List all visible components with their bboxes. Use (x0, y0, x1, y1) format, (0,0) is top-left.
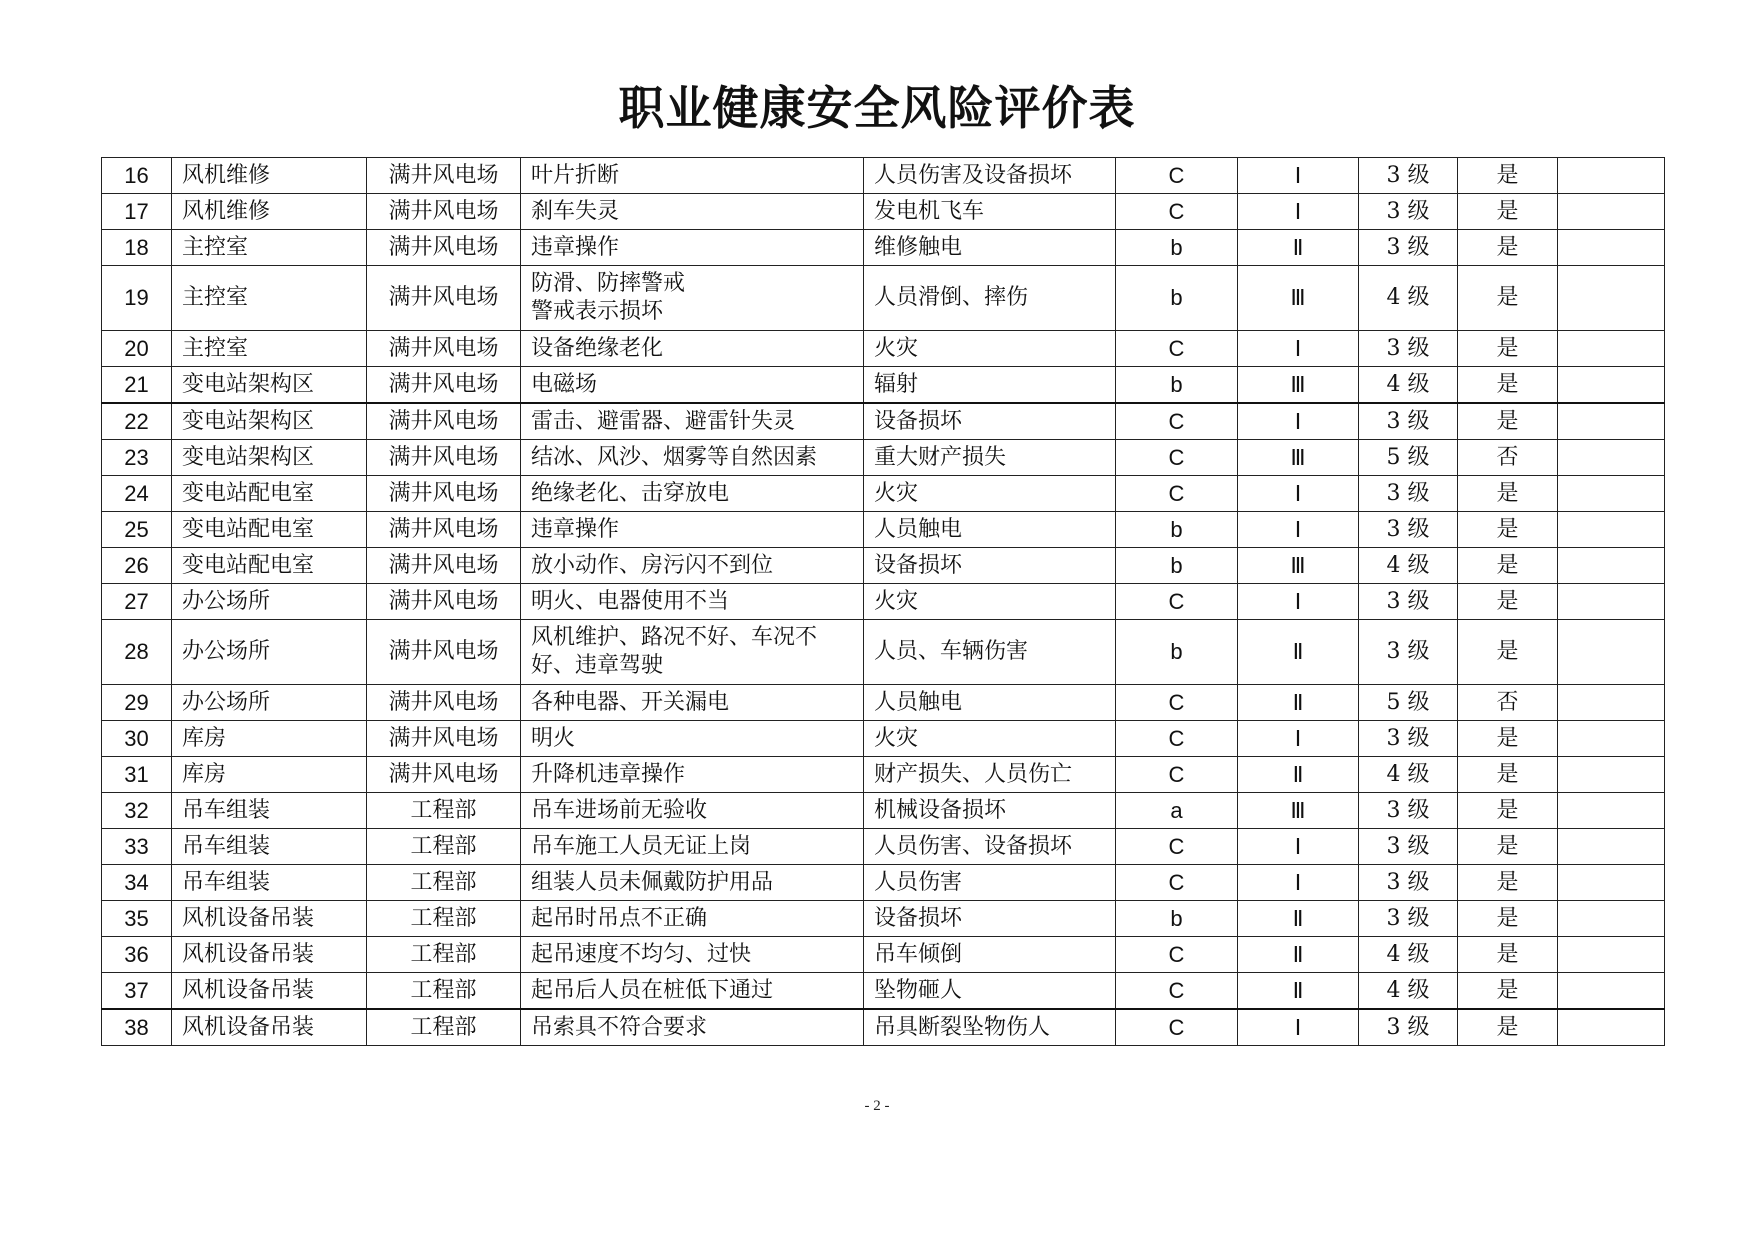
hazard-cell: 明火、电器使用不当 (521, 584, 864, 620)
table-row (102, 1009, 1665, 1046)
consequence-cell: 设备损坏 (864, 548, 1116, 584)
activity-cell: 吊车组装 (172, 793, 367, 829)
location-cell: 工程部 (367, 1009, 521, 1046)
acceptable-cell: 是 (1458, 973, 1558, 1010)
severity-class-cell: Ⅰ (1238, 158, 1359, 194)
consequence-cell: 火灾 (864, 476, 1116, 512)
row-number-cell: 37 (102, 973, 172, 1010)
likelihood-level-cell: C (1116, 973, 1238, 1010)
hazard-cell: 刹车失灵 (521, 194, 864, 230)
location-cell: 满井风电场 (367, 331, 521, 367)
likelihood-level-cell: C (1116, 829, 1238, 865)
table-row (102, 194, 1665, 230)
likelihood-level-cell: b (1116, 367, 1238, 404)
row-number-cell: 32 (102, 793, 172, 829)
severity-class-cell: Ⅱ (1238, 230, 1359, 266)
likelihood-level-cell: b (1116, 512, 1238, 548)
severity-class-cell: Ⅰ (1238, 865, 1359, 901)
severity-class-cell: Ⅱ (1238, 973, 1359, 1010)
remark-cell (1558, 440, 1665, 476)
remark-cell (1558, 620, 1665, 685)
hazard-cell: 违章操作 (521, 512, 864, 548)
hazard-cell: 吊车进场前无验收 (521, 793, 864, 829)
risk-grade-cell: 5 级 (1359, 440, 1458, 476)
table-row (102, 793, 1665, 829)
activity-cell: 变电站配电室 (172, 548, 367, 584)
remark-cell (1558, 266, 1665, 331)
remark-cell (1558, 158, 1665, 194)
risk-grade-cell: 4 级 (1359, 757, 1458, 793)
risk-grade-cell: 3 级 (1359, 1009, 1458, 1046)
acceptable-cell: 是 (1458, 266, 1558, 331)
row-number-cell: 29 (102, 685, 172, 721)
consequence-cell: 坠物砸人 (864, 973, 1116, 1010)
hazard-cell: 起吊时吊点不正确 (521, 901, 864, 937)
risk-grade-cell: 3 级 (1359, 194, 1458, 230)
hazard-cell: 起吊后人员在桩低下通过 (521, 973, 864, 1010)
table-row (102, 865, 1665, 901)
location-cell: 满井风电场 (367, 757, 521, 793)
location-cell: 满井风电场 (367, 158, 521, 194)
hazard-cell: 组装人员未佩戴防护用品 (521, 865, 864, 901)
remark-cell (1558, 584, 1665, 620)
table-row (102, 721, 1665, 757)
likelihood-level-cell: a (1116, 793, 1238, 829)
remark-cell (1558, 194, 1665, 230)
risk-grade-cell: 4 级 (1359, 548, 1458, 584)
consequence-cell: 发电机飞车 (864, 194, 1116, 230)
row-number-cell: 33 (102, 829, 172, 865)
severity-class-cell: Ⅱ (1238, 901, 1359, 937)
activity-cell: 主控室 (172, 230, 367, 266)
remark-cell (1558, 901, 1665, 937)
likelihood-level-cell: C (1116, 721, 1238, 757)
activity-cell: 吊车组装 (172, 829, 367, 865)
severity-class-cell: Ⅰ (1238, 584, 1359, 620)
severity-class-cell: Ⅰ (1238, 829, 1359, 865)
table-row (102, 901, 1665, 937)
hazard-cell: 风机维护、路况不好、车况不好、违章驾驶 (521, 620, 864, 685)
hazard-cell: 设备绝缘老化 (521, 331, 864, 367)
row-number-cell: 30 (102, 721, 172, 757)
likelihood-level-cell: b (1116, 230, 1238, 266)
table-row (102, 440, 1665, 476)
acceptable-cell: 是 (1458, 367, 1558, 404)
acceptable-cell: 是 (1458, 757, 1558, 793)
location-cell: 满井风电场 (367, 476, 521, 512)
activity-cell: 主控室 (172, 331, 367, 367)
hazard-cell: 升降机违章操作 (521, 757, 864, 793)
risk-grade-cell: 3 级 (1359, 901, 1458, 937)
severity-class-cell: Ⅰ (1238, 403, 1359, 440)
acceptable-cell: 是 (1458, 1009, 1558, 1046)
consequence-cell: 人员伤害及设备损坏 (864, 158, 1116, 194)
table-row (102, 476, 1665, 512)
remark-cell (1558, 476, 1665, 512)
remark-cell (1558, 721, 1665, 757)
consequence-cell: 人员触电 (864, 512, 1116, 548)
location-cell: 满井风电场 (367, 685, 521, 721)
likelihood-level-cell: C (1116, 584, 1238, 620)
acceptable-cell: 是 (1458, 584, 1558, 620)
location-cell: 工程部 (367, 901, 521, 937)
acceptable-cell: 是 (1458, 230, 1558, 266)
acceptable-cell: 是 (1458, 721, 1558, 757)
likelihood-level-cell: C (1116, 158, 1238, 194)
risk-grade-cell: 3 级 (1359, 829, 1458, 865)
remark-cell (1558, 403, 1665, 440)
location-cell: 满井风电场 (367, 266, 521, 331)
remark-cell (1558, 1009, 1665, 1046)
acceptable-cell: 是 (1458, 403, 1558, 440)
row-number-cell: 18 (102, 230, 172, 266)
activity-cell: 风机设备吊装 (172, 937, 367, 973)
acceptable-cell: 是 (1458, 937, 1558, 973)
risk-grade-cell: 3 级 (1359, 584, 1458, 620)
hazard-cell: 放小动作、房污闪不到位 (521, 548, 864, 584)
activity-cell: 风机设备吊装 (172, 901, 367, 937)
acceptable-cell: 是 (1458, 331, 1558, 367)
consequence-cell: 人员伤害、设备损坏 (864, 829, 1116, 865)
location-cell: 工程部 (367, 973, 521, 1010)
acceptable-cell: 是 (1458, 901, 1558, 937)
row-number-cell: 21 (102, 367, 172, 404)
likelihood-level-cell: b (1116, 901, 1238, 937)
risk-grade-cell: 3 级 (1359, 331, 1458, 367)
risk-grade-cell: 3 级 (1359, 721, 1458, 757)
location-cell: 满井风电场 (367, 721, 521, 757)
risk-grade-cell: 3 级 (1359, 476, 1458, 512)
severity-class-cell: Ⅰ (1238, 1009, 1359, 1046)
row-number-cell: 38 (102, 1009, 172, 1046)
activity-cell: 变电站配电室 (172, 476, 367, 512)
consequence-cell: 人员滑倒、摔伤 (864, 266, 1116, 331)
consequence-cell: 设备损坏 (864, 403, 1116, 440)
acceptable-cell: 是 (1458, 476, 1558, 512)
activity-cell: 库房 (172, 721, 367, 757)
consequence-cell: 火灾 (864, 331, 1116, 367)
table-row (102, 230, 1665, 266)
likelihood-level-cell: C (1116, 865, 1238, 901)
location-cell: 满井风电场 (367, 512, 521, 548)
acceptable-cell: 是 (1458, 158, 1558, 194)
severity-class-cell: Ⅱ (1238, 937, 1359, 973)
table-row (102, 937, 1665, 973)
activity-cell: 变电站架构区 (172, 440, 367, 476)
likelihood-level-cell: C (1116, 685, 1238, 721)
consequence-cell: 机械设备损坏 (864, 793, 1116, 829)
hazard-cell: 结冰、风沙、烟雾等自然因素 (521, 440, 864, 476)
risk-grade-cell: 3 级 (1359, 793, 1458, 829)
row-number-cell: 20 (102, 331, 172, 367)
likelihood-level-cell: C (1116, 1009, 1238, 1046)
table-row (102, 367, 1665, 404)
table-row (102, 829, 1665, 865)
likelihood-level-cell: C (1116, 194, 1238, 230)
risk-grade-cell: 3 级 (1359, 620, 1458, 685)
risk-grade-cell: 3 级 (1359, 512, 1458, 548)
acceptable-cell: 是 (1458, 793, 1558, 829)
activity-cell: 风机维修 (172, 194, 367, 230)
row-number-cell: 25 (102, 512, 172, 548)
remark-cell (1558, 757, 1665, 793)
location-cell: 满井风电场 (367, 620, 521, 685)
row-number-cell: 22 (102, 403, 172, 440)
severity-class-cell: Ⅱ (1238, 685, 1359, 721)
remark-cell (1558, 367, 1665, 404)
row-number-cell: 19 (102, 266, 172, 331)
risk-grade-cell: 4 级 (1359, 973, 1458, 1010)
row-number-cell: 36 (102, 937, 172, 973)
table-row (102, 158, 1665, 194)
remark-cell (1558, 685, 1665, 721)
location-cell: 工程部 (367, 829, 521, 865)
risk-grade-cell: 4 级 (1359, 367, 1458, 404)
hazard-cell: 明火 (521, 721, 864, 757)
location-cell: 满井风电场 (367, 194, 521, 230)
table-row (102, 548, 1665, 584)
remark-cell (1558, 331, 1665, 367)
page-number: - 2 - (864, 1098, 890, 1114)
activity-cell: 办公场所 (172, 620, 367, 685)
risk-grade-cell: 4 级 (1359, 937, 1458, 973)
hazard-cell: 叶片折断 (521, 158, 864, 194)
consequence-cell: 火灾 (864, 584, 1116, 620)
remark-cell (1558, 548, 1665, 584)
likelihood-level-cell: C (1116, 757, 1238, 793)
severity-class-cell: Ⅰ (1238, 194, 1359, 230)
table-row (102, 757, 1665, 793)
hazard-cell: 违章操作 (521, 230, 864, 266)
acceptable-cell: 是 (1458, 548, 1558, 584)
location-cell: 满井风电场 (367, 584, 521, 620)
consequence-cell: 火灾 (864, 721, 1116, 757)
table-row (102, 973, 1665, 1010)
table-row (102, 403, 1665, 440)
table-row (102, 584, 1665, 620)
table-body (102, 158, 1665, 1046)
activity-cell: 风机设备吊装 (172, 1009, 367, 1046)
likelihood-level-cell: C (1116, 937, 1238, 973)
risk-grade-cell: 3 级 (1359, 403, 1458, 440)
row-number-cell: 16 (102, 158, 172, 194)
acceptable-cell: 是 (1458, 865, 1558, 901)
hazard-cell: 吊车施工人员无证上岗 (521, 829, 864, 865)
remark-cell (1558, 937, 1665, 973)
activity-cell: 库房 (172, 757, 367, 793)
hazard-cell: 吊索具不符合要求 (521, 1009, 864, 1046)
acceptable-cell: 否 (1458, 685, 1558, 721)
severity-class-cell: Ⅰ (1238, 331, 1359, 367)
remark-cell (1558, 829, 1665, 865)
row-number-cell: 35 (102, 901, 172, 937)
row-number-cell: 17 (102, 194, 172, 230)
acceptable-cell: 是 (1458, 620, 1558, 685)
remark-cell (1558, 230, 1665, 266)
row-number-cell: 24 (102, 476, 172, 512)
activity-cell: 变电站架构区 (172, 367, 367, 404)
table-row (102, 512, 1665, 548)
location-cell: 满井风电场 (367, 230, 521, 266)
acceptable-cell: 否 (1458, 440, 1558, 476)
remark-cell (1558, 865, 1665, 901)
remark-cell (1558, 512, 1665, 548)
activity-cell: 办公场所 (172, 584, 367, 620)
location-cell: 满井风电场 (367, 403, 521, 440)
page-title: 职业健康安全风险评价表 (618, 81, 1136, 135)
hazard-cell: 防滑、防摔警戒 警戒表示损坏 (521, 266, 864, 331)
hazard-cell: 雷击、避雷器、避雷针失灵 (521, 403, 864, 440)
risk-grade-cell: 5 级 (1359, 685, 1458, 721)
likelihood-level-cell: b (1116, 266, 1238, 331)
location-cell: 满井风电场 (367, 440, 521, 476)
consequence-cell: 人员、车辆伤害 (864, 620, 1116, 685)
row-number-cell: 31 (102, 757, 172, 793)
location-cell: 满井风电场 (367, 367, 521, 404)
activity-cell: 办公场所 (172, 685, 367, 721)
likelihood-level-cell: C (1116, 331, 1238, 367)
severity-class-cell: Ⅲ (1238, 440, 1359, 476)
consequence-cell: 设备损坏 (864, 901, 1116, 937)
risk-grade-cell: 3 级 (1359, 158, 1458, 194)
acceptable-cell: 是 (1458, 829, 1558, 865)
severity-class-cell: Ⅲ (1238, 793, 1359, 829)
hazard-cell: 绝缘老化、击穿放电 (521, 476, 864, 512)
row-number-cell: 23 (102, 440, 172, 476)
activity-cell: 变电站配电室 (172, 512, 367, 548)
likelihood-level-cell: C (1116, 403, 1238, 440)
severity-class-cell: Ⅰ (1238, 512, 1359, 548)
table-row (102, 620, 1665, 685)
table-row (102, 331, 1665, 367)
table-row (102, 685, 1665, 721)
risk-grade-cell: 3 级 (1359, 230, 1458, 266)
risk-evaluation-table (101, 157, 1665, 1046)
severity-class-cell: Ⅰ (1238, 721, 1359, 757)
hazard-cell: 电磁场 (521, 367, 864, 404)
severity-class-cell: Ⅲ (1238, 548, 1359, 584)
severity-class-cell: Ⅱ (1238, 757, 1359, 793)
likelihood-level-cell: b (1116, 620, 1238, 685)
severity-class-cell: Ⅲ (1238, 367, 1359, 404)
risk-grade-cell: 4 级 (1359, 266, 1458, 331)
likelihood-level-cell: C (1116, 440, 1238, 476)
table-row (102, 266, 1665, 331)
consequence-cell: 辐射 (864, 367, 1116, 404)
likelihood-level-cell: C (1116, 476, 1238, 512)
row-number-cell: 28 (102, 620, 172, 685)
remark-cell (1558, 793, 1665, 829)
row-number-cell: 26 (102, 548, 172, 584)
location-cell: 工程部 (367, 937, 521, 973)
acceptable-cell: 是 (1458, 194, 1558, 230)
likelihood-level-cell: b (1116, 548, 1238, 584)
activity-cell: 风机设备吊装 (172, 973, 367, 1010)
row-number-cell: 27 (102, 584, 172, 620)
activity-cell: 变电站架构区 (172, 403, 367, 440)
severity-class-cell: Ⅱ (1238, 620, 1359, 685)
severity-class-cell: Ⅲ (1238, 266, 1359, 331)
consequence-cell: 吊车倾倒 (864, 937, 1116, 973)
acceptable-cell: 是 (1458, 512, 1558, 548)
severity-class-cell: Ⅰ (1238, 476, 1359, 512)
hazard-cell: 各种电器、开关漏电 (521, 685, 864, 721)
consequence-cell: 人员触电 (864, 685, 1116, 721)
location-cell: 工程部 (367, 865, 521, 901)
activity-cell: 风机维修 (172, 158, 367, 194)
consequence-cell: 人员伤害 (864, 865, 1116, 901)
consequence-cell: 维修触电 (864, 230, 1116, 266)
activity-cell: 吊车组装 (172, 865, 367, 901)
location-cell: 满井风电场 (367, 548, 521, 584)
location-cell: 工程部 (367, 793, 521, 829)
consequence-cell: 重大财产损失 (864, 440, 1116, 476)
consequence-cell: 吊具断裂坠物伤人 (864, 1009, 1116, 1046)
row-number-cell: 34 (102, 865, 172, 901)
hazard-cell: 起吊速度不均匀、过快 (521, 937, 864, 973)
consequence-cell: 财产损失、人员伤亡 (864, 757, 1116, 793)
remark-cell (1558, 973, 1665, 1010)
risk-grade-cell: 3 级 (1359, 865, 1458, 901)
activity-cell: 主控室 (172, 266, 367, 331)
